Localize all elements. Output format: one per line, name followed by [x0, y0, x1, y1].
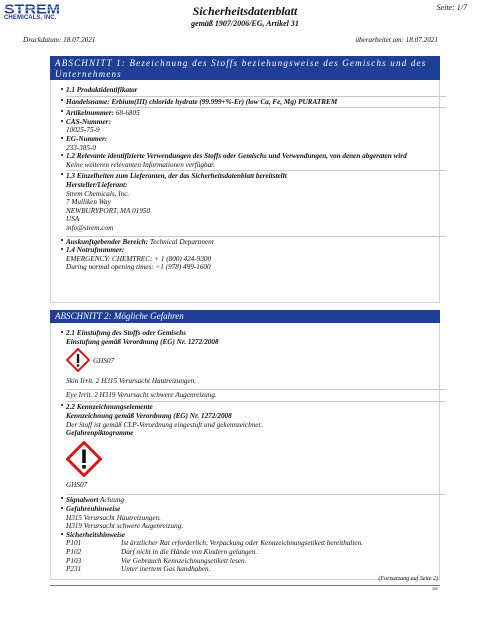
- hazard-statement-2: H319 Verursacht schwere Augenreizung.: [66, 522, 184, 531]
- hazard-statements-heading: Gefahrenhinweise: [66, 504, 121, 513]
- precaution-item: [66, 557, 446, 566]
- precaution-text: Unter inertem Gas handhaben.: [121, 565, 211, 574]
- classification-sub: Einstufung gemäß Verordnung (EG) Nr. 1272/2008: [66, 337, 219, 346]
- document-title: Sicherheitsdatenblatt: [192, 4, 298, 18]
- article-row: [66, 107, 446, 118]
- hazard-statement-1: H315 Verursacht Hautreizungen.: [66, 513, 161, 522]
- cas-row: [66, 118, 446, 135]
- supplier-heading: 1.3 Einzelheiten zum Lieferanten, der das Sicherheitsdatenblatt bereitstellt: [66, 172, 287, 181]
- label-sub: Kennzeichnung gemäß Verordnung (EG) Nr. 1272/2008: [66, 411, 232, 420]
- manufacturer-label: Hersteller/Lieferant:: [66, 180, 128, 189]
- pictogram-heading: Gefahrenpiktogramme: [66, 429, 134, 438]
- classification-pictogram: [66, 348, 446, 374]
- trade-name: Handelsname: Erbium(III) chloride hydrate (99.999+%-Er) (low Ca, Fe, Mg) PURATREM: [66, 97, 338, 106]
- info-label: Auskunftgebender Bereich:: [66, 237, 149, 246]
- precautionary-row: [66, 531, 446, 574]
- precaution-text: Vor Gebrauch Kennzeichnungsetikett lesen.: [121, 556, 247, 565]
- exclamation-icon: [66, 441, 102, 477]
- article-label: Artikelnummer:: [66, 109, 114, 118]
- print-date: Druckdatum: 18.07.2021: [23, 36, 96, 44]
- section1-title-line1: ABSCHNITT 1: Bezeichnung des Stoffs beziehungsweise des Gemischs und des: [55, 58, 427, 68]
- precaution-item: [66, 565, 446, 574]
- info-value: Technical Department: [149, 237, 214, 246]
- revision-date: überarbeitet am: 18.07.2021: [355, 36, 438, 44]
- address-line-4: USA: [66, 215, 80, 224]
- article-value: 68-6805: [115, 109, 140, 118]
- precaution-code: P103: [66, 556, 82, 565]
- label-elements-row: [66, 401, 446, 437]
- info-row: [66, 236, 446, 247]
- footer-divider: [50, 585, 440, 586]
- emergency-row: [66, 246, 446, 272]
- hazard-2: Eye Irrit. 2 H319 Verursacht schwere Augenreizung.: [66, 390, 217, 399]
- supplier-row: [66, 170, 446, 232]
- document-subtitle: gemäß 1907/2006/EG, Artikel 31: [191, 19, 299, 28]
- uses-text: Keine weiteren relevanten Informationen verfügbar.: [66, 160, 215, 169]
- language-code: DE: [432, 586, 438, 591]
- address-email: info@strem.com: [66, 223, 114, 232]
- normal-hours-line: During normal opening times: +1 (978) 499-1600: [66, 263, 211, 272]
- eg-value: 233-385-0: [66, 143, 96, 152]
- date-line: [23, 36, 438, 44]
- label-heading: 2.2 Kennzeichnungselemente: [66, 403, 153, 412]
- logo-subtitle: CHEMICALS, INC.: [4, 15, 57, 21]
- cas-value: 10025-75-9: [66, 126, 100, 135]
- precaution-item: [66, 539, 446, 548]
- precaution-code: P231: [66, 565, 82, 574]
- section2-header: ABSCHNITT 2: Mögliche Gefahren: [50, 310, 440, 323]
- section1-header: [50, 56, 440, 80]
- continued-note: (Fortsetzung auf Seite 2): [378, 576, 438, 582]
- ghs-code-small: GHS07: [93, 357, 115, 366]
- precautionary-heading: Sicherheitshinweise: [66, 530, 126, 539]
- hazard-statements-row: [66, 505, 446, 531]
- signal-label: Signalwort: [66, 496, 99, 505]
- hazard-row-1: [66, 377, 446, 386]
- identifier-row: [66, 86, 446, 95]
- section1-title-line2: Unternehmens: [55, 69, 122, 80]
- uses-row: [66, 152, 446, 169]
- section2-body: [66, 329, 446, 574]
- classification-heading: 2.1 Einstufung des Stoffs oder Gemischs: [66, 329, 187, 337]
- uses-heading: 1.2 Relevante identifizierte Verwendungen des Stoffs oder Gemischs und Verwendungen, von denen abgeraten wird: [66, 152, 407, 161]
- precaution-item: [66, 548, 446, 557]
- precaution-code: P102: [66, 547, 82, 556]
- identifier-heading: 1.1 Produktidentifikator: [66, 86, 138, 94]
- address-line-2: 7 Mulliken Way: [66, 198, 111, 207]
- hazard-1: Skin Irrit. 2 H315 Verursacht Hautreizungen.: [66, 377, 197, 386]
- emergency-heading: 1.4 Notrufnummer:: [66, 246, 125, 255]
- hazard-pictogram: [66, 441, 446, 477]
- address-line-3: NEWBURYPORT, MA 01950: [66, 206, 151, 215]
- exclamation-icon: [66, 348, 90, 372]
- svg-text:STREM: STREM: [4, 3, 60, 15]
- precaution-text: Darf nicht in die Hände von Kindern gelangen.: [121, 547, 258, 556]
- page-number: Seite: 1/7: [436, 3, 467, 12]
- trade-name-row: [66, 96, 446, 107]
- cas-label: CAS-Nummer:: [66, 117, 111, 126]
- address-line-1: Strem Chemicals, Inc.: [66, 189, 130, 198]
- classification-row: [66, 329, 446, 346]
- section1-body: [66, 86, 446, 272]
- signal-value: Achtung: [100, 496, 124, 505]
- eg-label: EG-Nummer:: [66, 134, 108, 143]
- pictogram-code-row: [66, 481, 446, 490]
- emergency-line: EMERGENCY: CHEMTREC: + 1 (800) 424-9300: [66, 254, 212, 263]
- precaution-text: Ist ärztlicher Rat erforderlich, Verpackung oder Kennzeichnungsetikett bereithalten.: [121, 539, 363, 548]
- ghs-code-large: GHS07: [66, 480, 88, 489]
- signal-row: [66, 494, 446, 505]
- precaution-code: P101: [66, 539, 82, 548]
- eg-row: [66, 135, 446, 152]
- label-text: Der Stoff ist gemäß CLP-Verordnung eingestuft und gekennzeichnet.: [66, 420, 263, 429]
- hazard-row-2: [66, 389, 446, 400]
